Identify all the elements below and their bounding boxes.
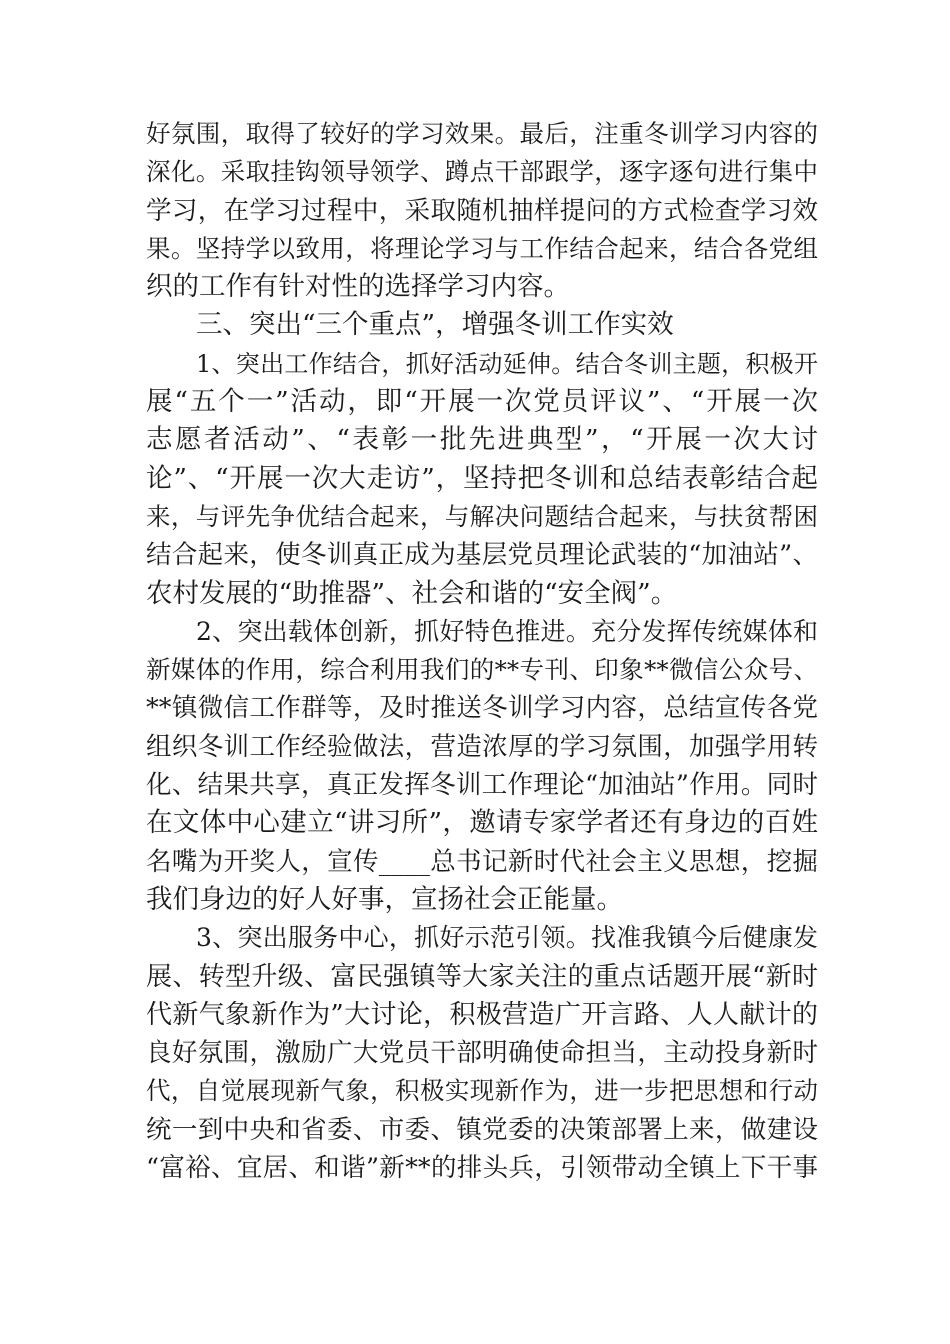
section-heading: 三、突出“三个重点”，增强冬训工作实效 [196, 309, 674, 341]
text-line: **镇微信工作群等，及时推送冬训学习内容，总结宣传各党 [146, 693, 818, 724]
text-line: 良好氛围，激励广大党员干部明确使命担当，主动投身新时 [146, 1038, 818, 1069]
text-line: 织的工作有针对性的选择学习内容。 [146, 271, 570, 303]
text-line: 农村发展的“助推器”、社会和谐的“安全阀”。 [146, 577, 678, 609]
text-line: 新媒体的作用，综合利用我们的**专刊、印象**微信公众号、 [146, 655, 818, 685]
text-line: 深化。采取挂钩领导领学、蹲点干部跟学，逐字逐句进行集中 [146, 157, 818, 187]
text-line: 来，与评先争优结合起来，与解决问题结合起来，与扶贫帮困 [146, 501, 818, 531]
text-line: 我们身边的好人好事，宣扬社会正能量。 [146, 883, 623, 915]
text-line: 志愿者活动”、“表彰一批先进典型”，“开展一次大讨 [146, 424, 818, 456]
text-line: 代，自觉展现新气象，积极实现新作为，进一步把思想和行动 [146, 1076, 818, 1106]
text-line: 2、突出载体创新，抓好特色推进。充分发挥传统媒体和 [196, 616, 818, 646]
text-line: 果。坚持学以致用，将理论学习与工作结合起来，结合各党组 [146, 233, 818, 263]
text-line: 展“五个一”活动，即“开展一次党员评议”、“开展一次 [146, 386, 818, 418]
text-line: 名嘴为开奖人，宣传____总书记新时代社会主义思想，挖掘 [146, 846, 818, 877]
text-line: 组织冬训工作经验做法，营造浓厚的学习氛围，加强学用转 [146, 731, 818, 762]
text-line: 学习，在学习过程中，采取随机抽样提问的方式检查学习效 [146, 195, 818, 226]
text-line: 在文体中心建立“讲习所”，邀请专家学者还有身边的百姓 [146, 807, 818, 839]
body-text [146, 115, 818, 1187]
text-line: “富裕、宜居、和谐”新**的排头兵，引领带动全镇上下干事 [146, 1153, 818, 1184]
text-line: 统一到中央和省委、市委、镇党委的决策部署上来，做建设 [146, 1114, 818, 1145]
text-line: 好氛围，取得了较好的学习效果。最后，注重冬训学习内容的 [146, 119, 818, 148]
text-line: 结合起来，使冬训真正成为基层党员理论武装的“加油站”、 [146, 540, 818, 571]
text-line: 论”、“开展一次大走访”，坚持把冬训和总结表彰结合起 [146, 462, 818, 494]
text-line: 1、突出工作结合，抓好活动延伸。结合冬训主题，积极开 [196, 349, 818, 378]
text-line: 化、结果共享，真正发挥冬训工作理论“加油站”作用。同时 [146, 770, 818, 801]
text-line: 展、转型升级、富民强镇等大家关注的重点话题开展“新时 [146, 961, 818, 992]
text-line: 3、突出服务中心，抓好示范引领。找准我镇今后健康发 [196, 923, 818, 953]
text-line: 代新气象新作为”大讨论，积极营造广开言路、人人献计的 [146, 999, 818, 1030]
